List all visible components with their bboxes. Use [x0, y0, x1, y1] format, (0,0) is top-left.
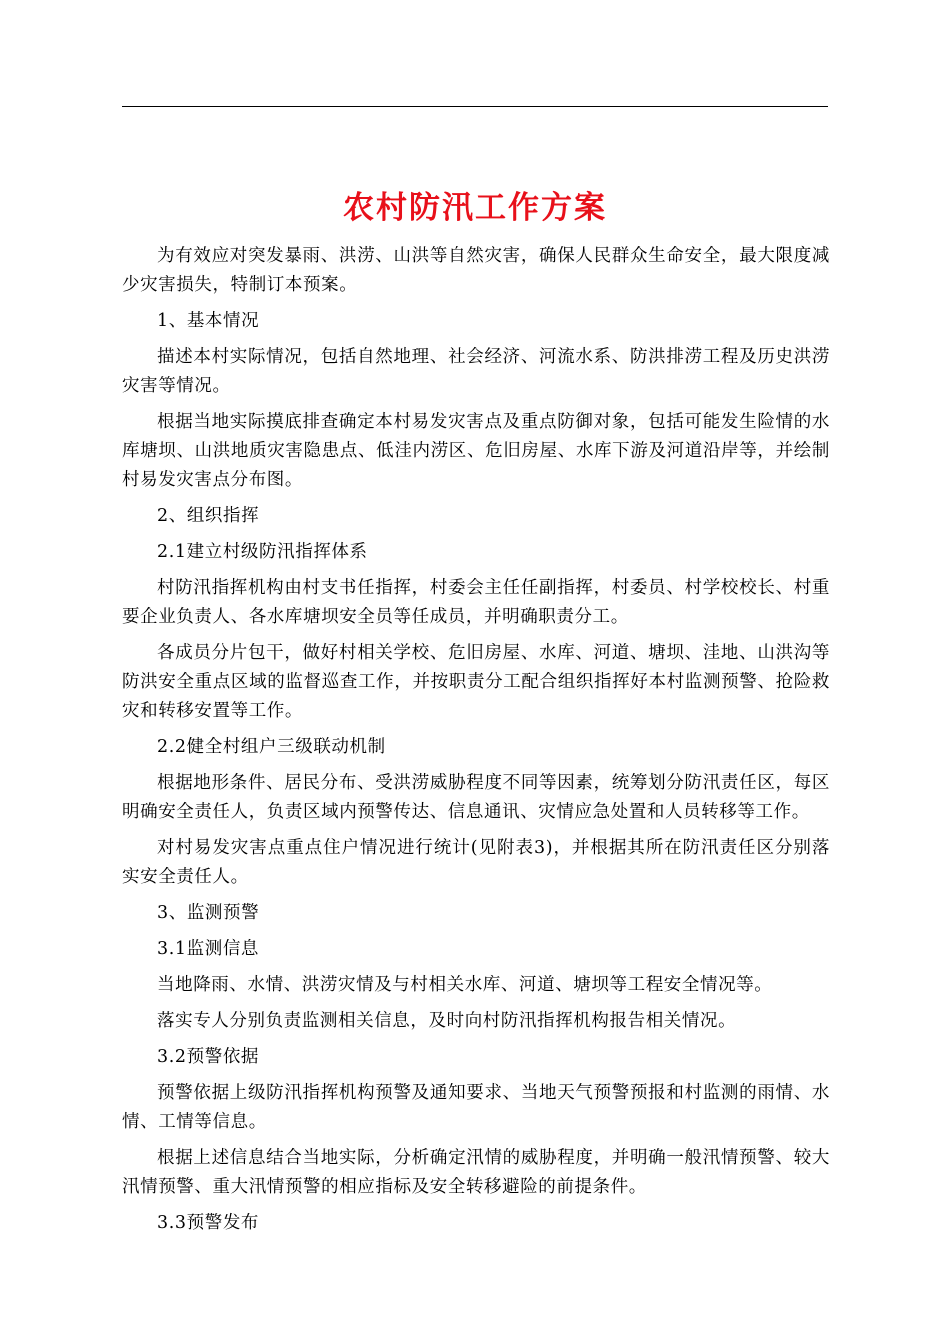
paragraph: 根据地形条件、居民分布、受洪涝威胁程度不同等因素，统筹划分防汛责任区，每区明确安全责任人，负责区域内预警传达、信息通讯、灾情应急处置和人员转移等工作。: [122, 773, 830, 822]
subsection-heading-2-2: 2.2健全村组户三级联动机制: [157, 737, 386, 757]
document-body: [122, 242, 830, 1245]
paragraph: 根据当地实际摸底排查确定本村易发灾害点及重点防御对象，包括可能发生险情的水库塘坝、山洪地质灾害隐患点、低洼内涝区、危旧房屋、水库下游及河道沿岸等，并绘制村易发灾害点分布图。: [122, 412, 830, 490]
paragraph: 根据上述信息结合当地实际，分析确定汛情的威胁程度，并明确一般汛情预警、较大汛情预警、重大汛情预警的相应指标及安全转移避险的前提条件。: [122, 1148, 830, 1197]
subsection-heading-3-2: 3.2预警依据: [157, 1047, 260, 1067]
paragraph: 预警依据上级防汛指挥机构预警及通知要求、当地天气预警预报和村监测的雨情、水情、工情等信息。: [122, 1083, 830, 1132]
subsection-heading-2-1: 2.1建立村级防汛指挥体系: [157, 542, 368, 562]
paragraph: 当地降雨、水情、洪涝灾情及与村相关水库、河道、塘坝等工程安全情况等。: [157, 975, 773, 995]
paragraph: 描述本村实际情况，包括自然地理、社会经济、河流水系、防洪排涝工程及历史洪涝灾害等情况。: [122, 347, 830, 396]
section-heading-1: 1、基本情况: [157, 311, 260, 331]
section-heading-2: 2、组织指挥: [157, 506, 260, 526]
section-heading-3: 3、监测预警: [157, 903, 260, 923]
paragraph: 村防汛指挥机构由村支书任指挥，村委会主任任副指挥，村委员、村学校校长、村重要企业负责人、各水库塘坝安全员等任成员，并明确职责分工。: [122, 578, 830, 627]
header-rule: [122, 106, 828, 107]
intro-paragraph: 为有效应对突发暴雨、洪涝、山洪等自然灾害，确保人民群众生命安全，最大限度减少灾害损失，特制订本预案。: [122, 246, 830, 295]
paragraph: 落实专人分别负责监测相关信息，及时向村防汛指挥机构报告相关情况。: [157, 1011, 737, 1031]
document-title: 农村防汛工作方案: [343, 190, 607, 226]
paragraph: 对村易发灾害点重点住户情况进行统计(见附表3)，并根据其所在防汛责任区分别落实安全责任人。: [122, 838, 830, 887]
paragraph: 各成员分片包干，做好村相关学校、危旧房屋、水库、河道、塘坝、洼地、山洪沟等防洪安全重点区域的监督巡查工作，并按职责分工配合组织指挥好本村监测预警、抢险救灾和转移安置等工作。: [122, 643, 830, 721]
subsection-heading-3-3: 3.3预警发布: [157, 1213, 260, 1233]
subsection-heading-3-1: 3.1监测信息: [157, 939, 260, 959]
